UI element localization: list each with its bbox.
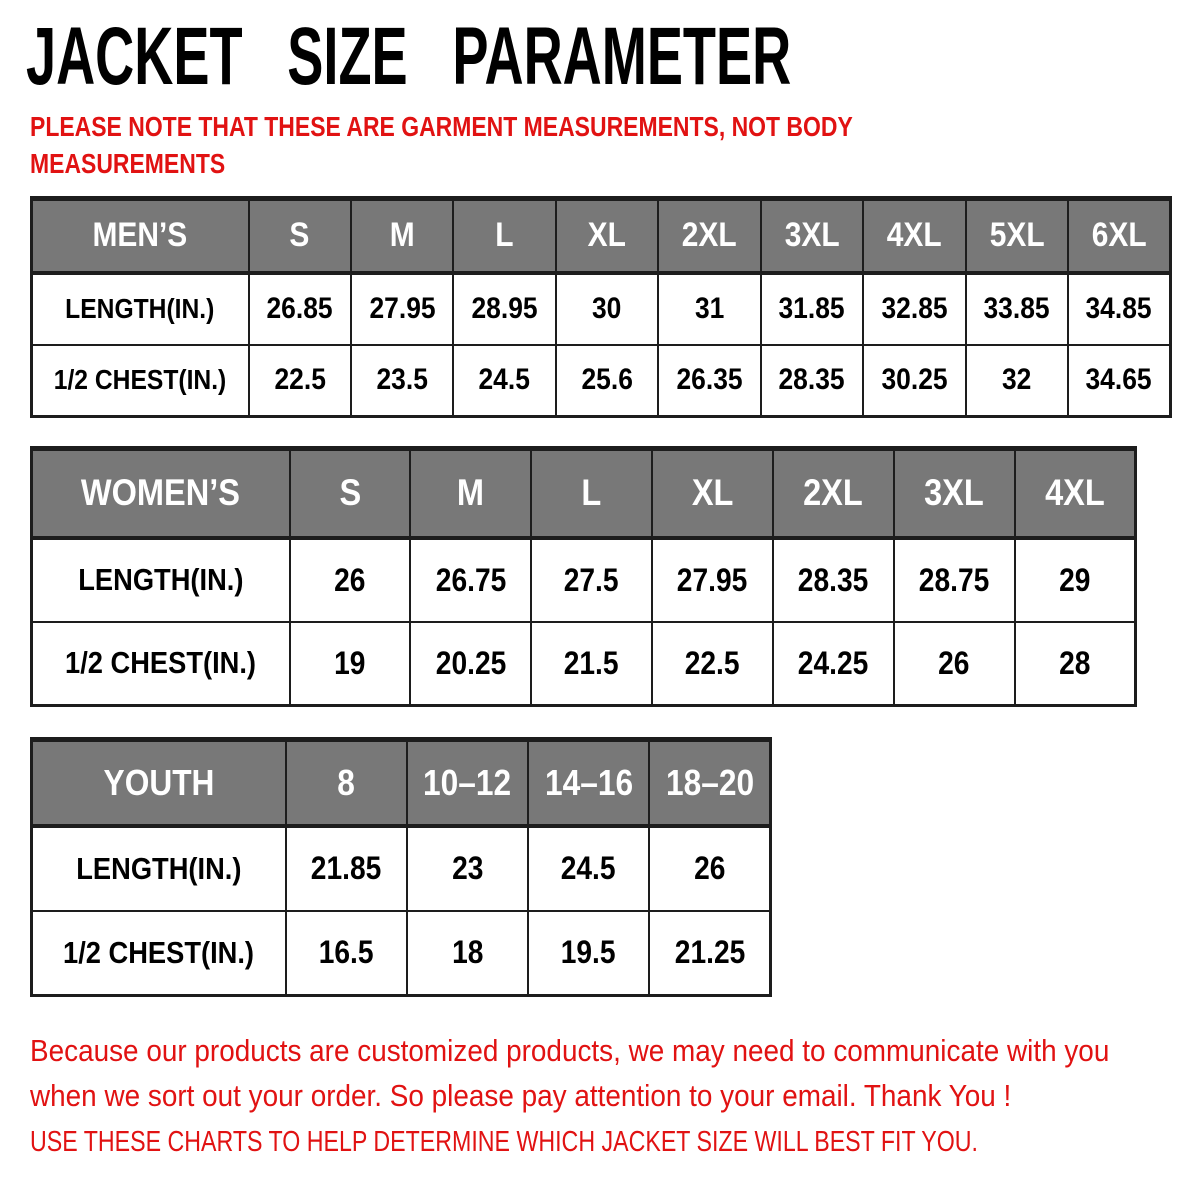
- value-text: 30.25: [881, 363, 948, 397]
- mens-size-column-header: [453, 199, 555, 273]
- value-text: 24.25: [798, 644, 869, 681]
- youth-measure-label: [32, 911, 286, 996]
- value-text: 24.5: [478, 363, 531, 397]
- womens-value-cell: [652, 538, 773, 622]
- value-text: 24.5: [561, 850, 617, 886]
- value-text: 33.85: [983, 292, 1050, 325]
- value-text: 27.5: [564, 561, 620, 598]
- header-label: S: [289, 216, 310, 255]
- value-text: 19: [334, 644, 366, 681]
- womens-size-column-header: [894, 449, 1015, 538]
- fit-advice-text: USE THESE CHARTS TO HELP DETERMINE WHICH JACKET SIZE WILL BEST FIT YOU.: [30, 1126, 978, 1158]
- mens-value-cell: [966, 345, 1068, 417]
- header-label: YOUTH: [103, 761, 215, 803]
- header-label: 14–16: [544, 761, 633, 803]
- value-text: 23.5: [376, 363, 428, 397]
- womens-value-cell: [652, 622, 773, 706]
- youth-value-cell: [286, 826, 407, 911]
- value-text: 21.85: [310, 850, 382, 886]
- value-text: 28.35: [798, 561, 869, 598]
- mens-value-cell: [249, 345, 351, 417]
- mens-value-cell: [556, 273, 658, 345]
- note-line-2: MEASUREMENTS: [30, 148, 226, 179]
- header-label: 2XL: [803, 472, 864, 514]
- youth-value-cell: [407, 826, 528, 911]
- womens-measure-label: [32, 538, 290, 622]
- note-line-1: PLEASE NOTE THAT THESE ARE GARMENT MEASUREMENTS, NOT BODY: [30, 111, 853, 142]
- mens-value-cell: [658, 345, 760, 417]
- header-label: M: [389, 216, 415, 255]
- mens-size-table: [30, 196, 1172, 418]
- header-label: XL: [691, 472, 734, 514]
- womens-table-title: [32, 449, 290, 538]
- value-text: 22.5: [685, 644, 740, 681]
- value-text: 26.85: [266, 292, 333, 325]
- youth-size-column-header: [528, 740, 649, 826]
- measure-label-text: 1/2 CHEST(IN.): [65, 645, 257, 681]
- mens-value-cell: [351, 273, 453, 345]
- mens-value-cell: [761, 345, 863, 417]
- mens-header-row: [32, 199, 1171, 273]
- womens-value-cell: [531, 538, 652, 622]
- womens-value-cell: [773, 622, 894, 706]
- mens-size-column-header: [863, 199, 965, 273]
- mens-measure-label: [32, 345, 249, 417]
- value-text: 27.95: [677, 561, 748, 598]
- value-text: 32.85: [881, 292, 948, 325]
- value-text: 28.75: [918, 561, 990, 598]
- value-text: 31: [694, 292, 725, 325]
- value-text: 21.5: [564, 644, 620, 681]
- mens-measure-label: [32, 273, 249, 345]
- youth-header-row: [32, 740, 771, 826]
- mens-size-column-header: [658, 199, 760, 273]
- header-label: 18–20: [665, 761, 754, 803]
- value-text: 28.35: [778, 363, 845, 397]
- value-text: 26.75: [435, 561, 506, 598]
- womens-data-row: [32, 538, 1136, 622]
- value-text: 27.95: [369, 292, 436, 325]
- header-label: 4XL: [886, 216, 942, 255]
- womens-size-column-header: [410, 449, 531, 538]
- header-label: MEN’S: [92, 216, 188, 255]
- header-label: L: [581, 472, 602, 514]
- womens-value-cell: [1015, 538, 1136, 622]
- header-label: XL: [587, 216, 627, 255]
- header-label: 2XL: [682, 216, 737, 255]
- measure-label-text: LENGTH(IN.): [76, 850, 242, 886]
- mens-value-cell: [249, 273, 351, 345]
- mens-size-column-header: [966, 199, 1068, 273]
- measure-label-text: LENGTH(IN.): [78, 562, 244, 597]
- youth-size-column-header: [286, 740, 407, 826]
- value-text: 34.65: [1085, 363, 1153, 397]
- header-label: 5XL: [989, 216, 1045, 255]
- value-text: 30: [592, 292, 622, 325]
- measure-label-text: LENGTH(IN.): [65, 293, 215, 324]
- header-label: 3XL: [924, 472, 984, 514]
- header-label: 8: [337, 761, 355, 803]
- value-text: 28.95: [471, 292, 538, 325]
- customization-notice: [30, 1028, 1200, 1118]
- header-label: WOMEN’S: [81, 472, 241, 514]
- mens-value-cell: [1068, 345, 1171, 417]
- mens-value-cell: [453, 273, 555, 345]
- header-label: 10–12: [423, 761, 512, 803]
- youth-value-cell: [528, 826, 649, 911]
- value-text: 21.25: [674, 934, 745, 971]
- womens-size-column-header: [652, 449, 773, 538]
- mens-size-column-header: [761, 199, 863, 273]
- youth-measure-label: [32, 826, 286, 911]
- mens-data-row: [32, 345, 1171, 417]
- customization-notice-line-1: Because our products are customized products, we may need to communicate with you: [30, 1033, 1110, 1068]
- measure-label-text: 1/2 CHEST(IN.): [53, 364, 227, 396]
- value-text: 26: [334, 561, 366, 598]
- value-text: 16.5: [318, 934, 374, 971]
- mens-size-column-header: [351, 199, 453, 273]
- womens-data-row: [32, 622, 1136, 706]
- value-text: 28: [1059, 644, 1091, 681]
- womens-size-table: [30, 446, 1137, 707]
- header-label: L: [495, 216, 514, 255]
- womens-value-cell: [531, 622, 652, 706]
- page-title-text: JACKET SIZE PARAMETER: [26, 11, 792, 102]
- womens-size-column-header: [290, 449, 411, 538]
- measure-label-text: 1/2 CHEST(IN.): [63, 934, 255, 970]
- value-text: 20.25: [435, 644, 506, 681]
- customization-notice-line-2: when we sort out your order. So please pay attention to your email. Thank You !: [30, 1078, 1012, 1113]
- value-text: 19.5: [561, 934, 617, 971]
- womens-value-cell: [894, 622, 1015, 706]
- mens-size-column-header: [556, 199, 658, 273]
- womens-value-cell: [410, 538, 531, 622]
- youth-value-cell: [649, 826, 770, 911]
- youth-size-column-header: [407, 740, 528, 826]
- header-label: 4XL: [1044, 472, 1105, 514]
- header-label: 6XL: [1091, 216, 1147, 255]
- mens-value-cell: [863, 273, 965, 345]
- value-text: 25.6: [581, 363, 633, 397]
- header-label: M: [457, 472, 485, 514]
- header-label: S: [339, 472, 361, 514]
- value-text: 18: [451, 934, 484, 971]
- womens-header-row: [32, 449, 1136, 538]
- youth-value-cell: [286, 911, 407, 996]
- value-text: 32: [1002, 363, 1032, 397]
- womens-measure-label: [32, 622, 290, 706]
- mens-value-cell: [761, 273, 863, 345]
- youth-size-table: [30, 737, 772, 997]
- garment-measurement-note: [30, 108, 1033, 182]
- page-title: [26, 11, 1185, 102]
- mens-table-title: [32, 199, 249, 273]
- youth-data-row: [32, 911, 771, 996]
- value-text: 26.35: [676, 363, 743, 397]
- value-text: 29: [1059, 561, 1091, 598]
- mens-value-cell: [658, 273, 760, 345]
- mens-value-cell: [966, 273, 1068, 345]
- mens-value-cell: [453, 345, 555, 417]
- youth-data-row: [32, 826, 771, 911]
- value-text: 31.85: [778, 292, 845, 325]
- mens-size-column-header: [1068, 199, 1171, 273]
- youth-value-cell: [528, 911, 649, 996]
- youth-value-cell: [649, 911, 770, 996]
- womens-value-cell: [290, 538, 411, 622]
- mens-size-column-header: [249, 199, 351, 273]
- womens-size-column-header: [531, 449, 652, 538]
- womens-value-cell: [290, 622, 411, 706]
- fit-advice-line: [30, 1122, 1200, 1162]
- value-text: 22.5: [274, 363, 326, 397]
- womens-value-cell: [773, 538, 894, 622]
- womens-size-column-header: [1015, 449, 1136, 538]
- mens-value-cell: [863, 345, 965, 417]
- mens-data-row: [32, 273, 1171, 345]
- value-text: 26: [693, 850, 726, 886]
- womens-value-cell: [1015, 622, 1136, 706]
- mens-value-cell: [556, 345, 658, 417]
- youth-value-cell: [407, 911, 528, 996]
- mens-value-cell: [1068, 273, 1171, 345]
- mens-value-cell: [351, 345, 453, 417]
- womens-value-cell: [894, 538, 1015, 622]
- youth-table-title: [32, 740, 286, 826]
- header-label: 3XL: [784, 216, 840, 255]
- value-text: 26: [938, 644, 970, 681]
- womens-value-cell: [410, 622, 531, 706]
- youth-size-column-header: [649, 740, 770, 826]
- value-text: 23: [451, 850, 484, 886]
- value-text: 34.85: [1085, 292, 1153, 325]
- womens-size-column-header: [773, 449, 894, 538]
